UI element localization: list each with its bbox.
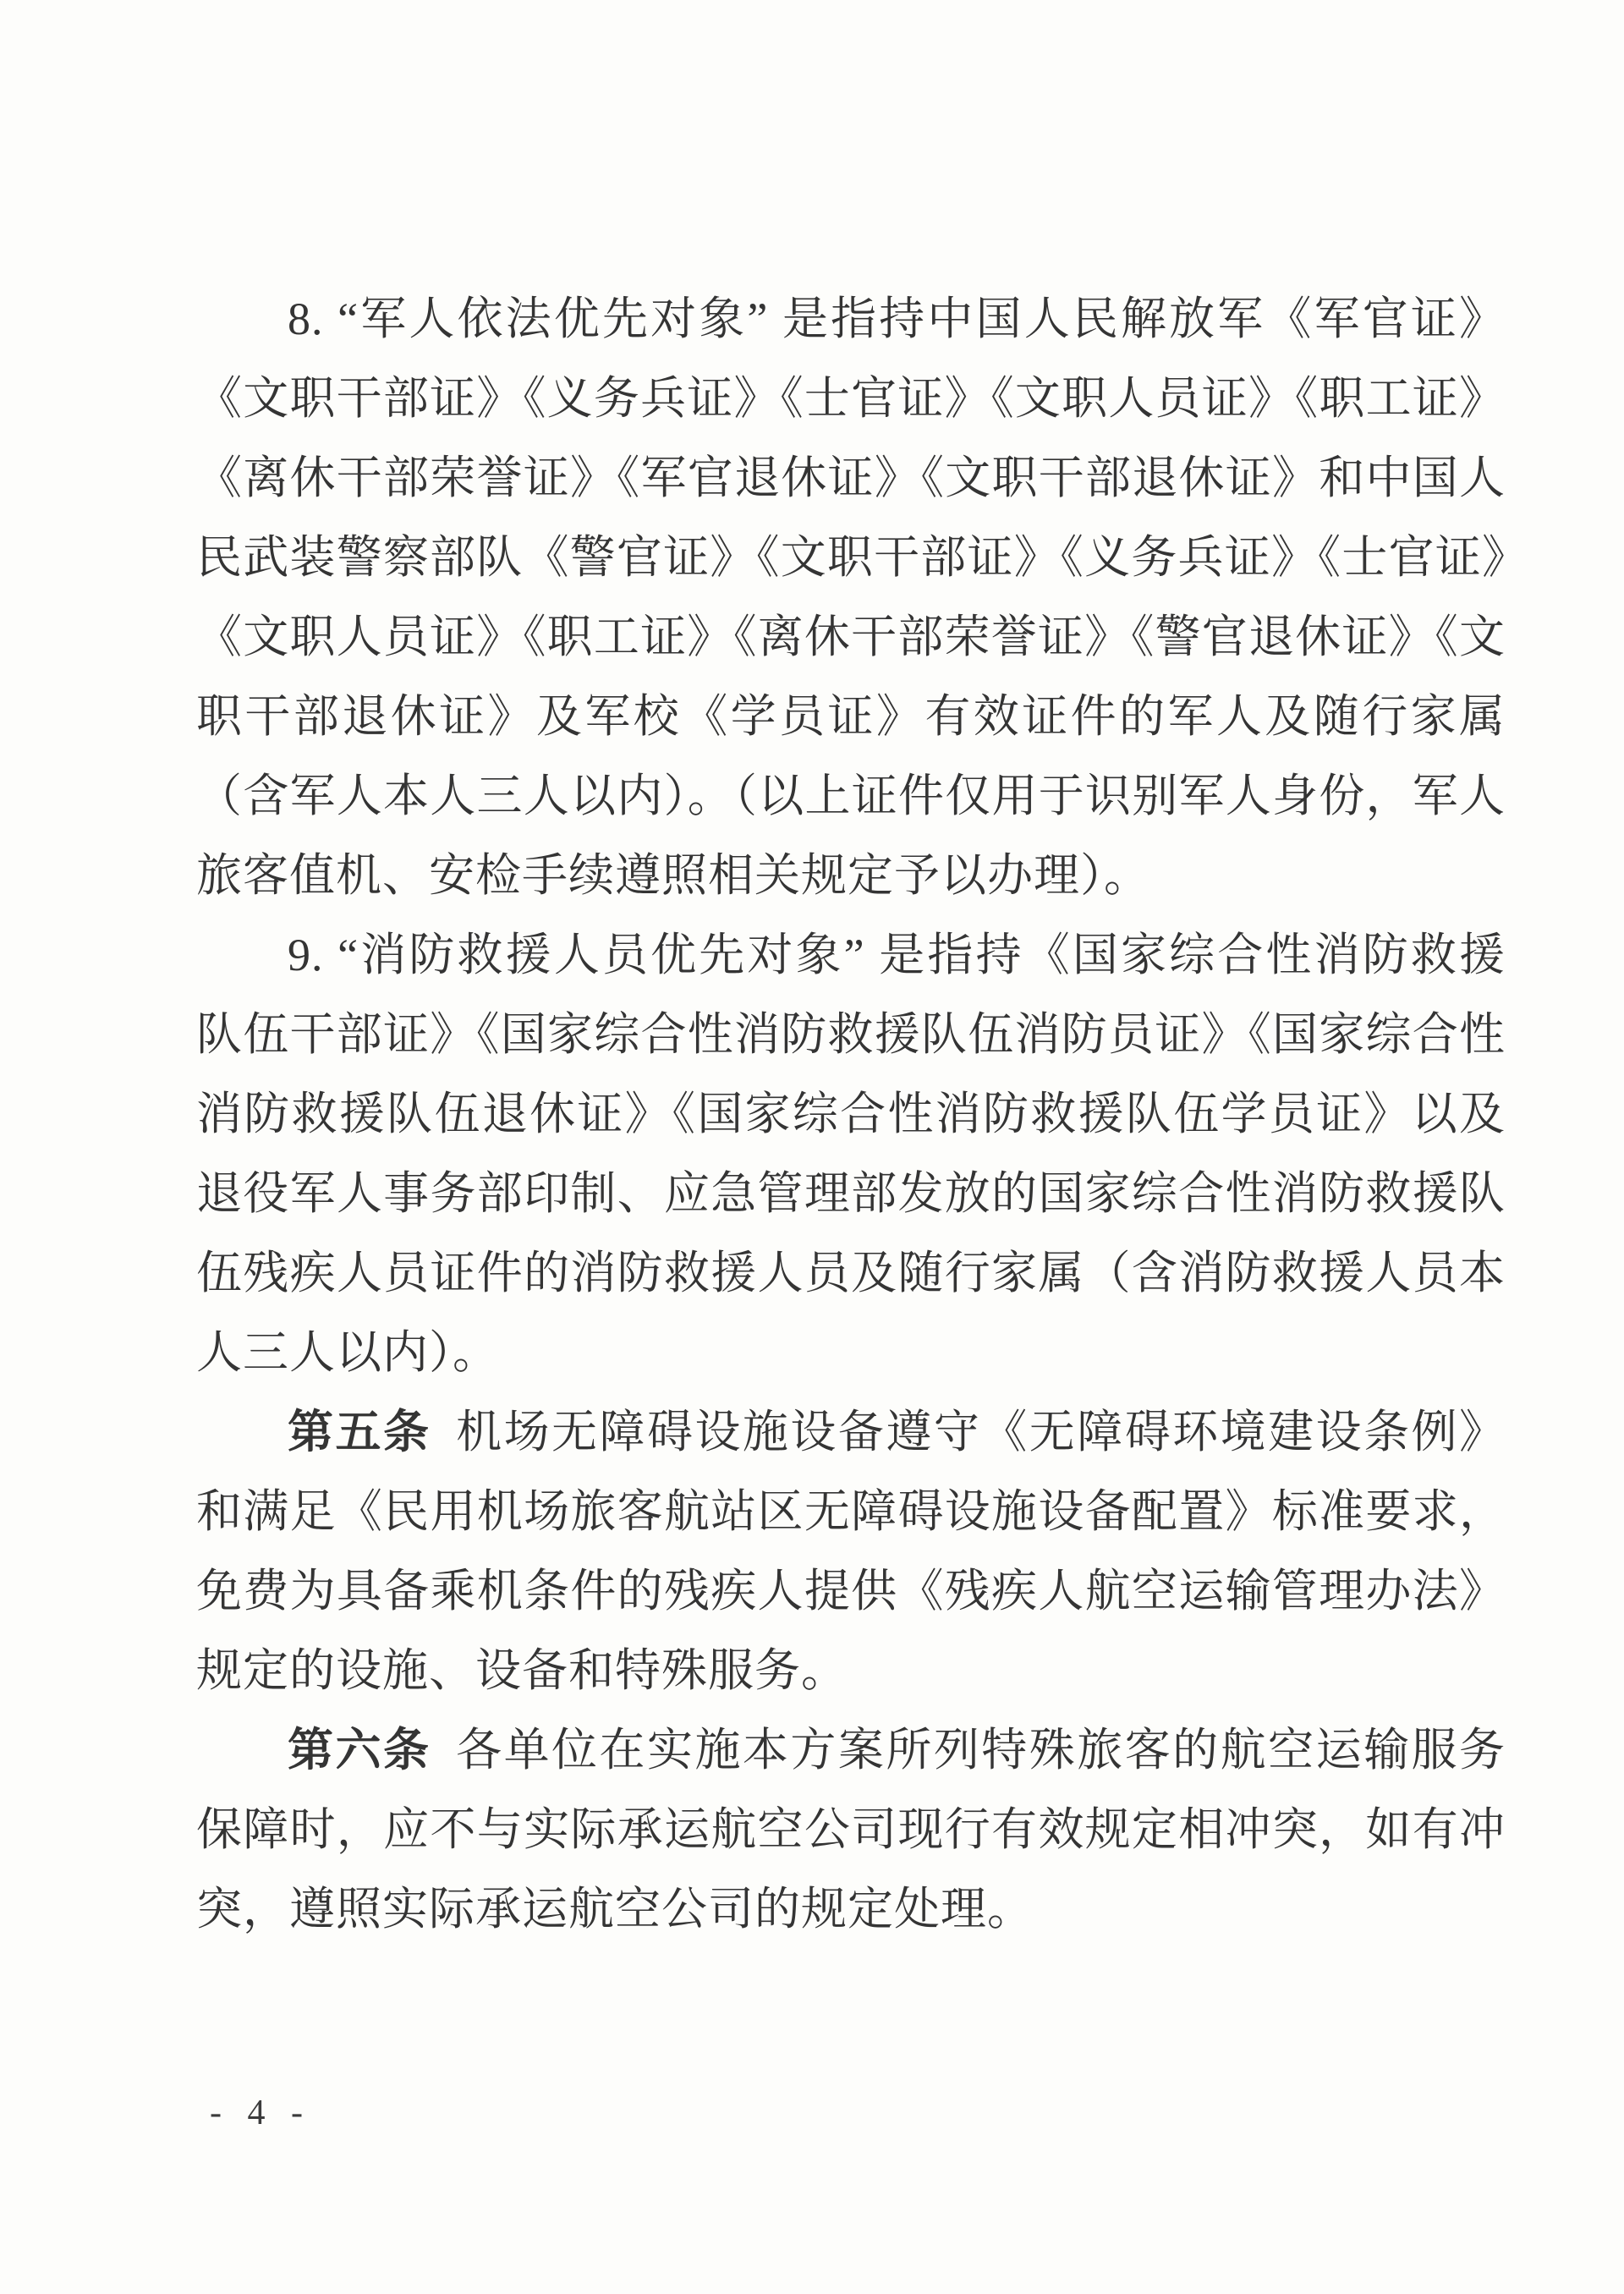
paragraph-text: 9. “消防救援人员优先对象” 是指持《国家综合性消防救援队伍干部证》《国家综合性消防救援队伍消防员证》《国家综合性消防救援队伍退休证》《国家综合性消防救援队伍学员证》以及退役军人事务部印制、应急管理部发放的国家综合性消防救援队伍残疾人员证件的消防救援人员及随行家属（含消防救援人员本人三人以内）。 [196,930,1506,1378]
paragraph-text: 机场无障碍设施设备遵守《无障碍环境建设条例》和满足《民用机场旅客航站区无障碍设施设备配置》标准要求，免费为具备乘机条件的残疾人提供《残疾人航空运输管理办法》规定的设施、设备和特殊服务。 [196,1407,1506,1696]
article-number-label: 第六条 [288,1725,431,1775]
document-body [196,279,1506,1949]
paragraph-item-8 [196,279,1506,915]
paragraph-text: 8. “军人依法优先对象” 是指持中国人民解放军《军官证》《文职干部证》《义务兵证》《士官证》《文职人员证》《职工证》《离休干部荣誉证》《军官退休证》《文职干部退休证》和中国人民武装警察部队《警官证》《文职干部证》《义务兵证》《士官证》《文职人员证》《职工证》《离休干部荣誉证》《警官退休证》《文职干部退休证》及军校《学员证》有效证件的军人及随行家属（含军人本人三人以内）。（以上证件仅用于识别军人身份，军人旅客值机、安检手续遵照相关规定予以办理）。 [196,294,1506,901]
paragraph-article-5 [196,1392,1506,1710]
page-number: - 4 - [210,2094,311,2132]
paragraph-item-9 [196,915,1506,1392]
paragraph-article-6 [196,1710,1506,1949]
article-number-label: 第五条 [288,1407,431,1457]
paragraph-text: 各单位在实施本方案所列特殊旅客的航空运输服务保障时，应不与实际承运航空公司现行有效规定相冲突，如有冲突，遵照实际承运航空公司的规定处理。 [196,1725,1506,1935]
